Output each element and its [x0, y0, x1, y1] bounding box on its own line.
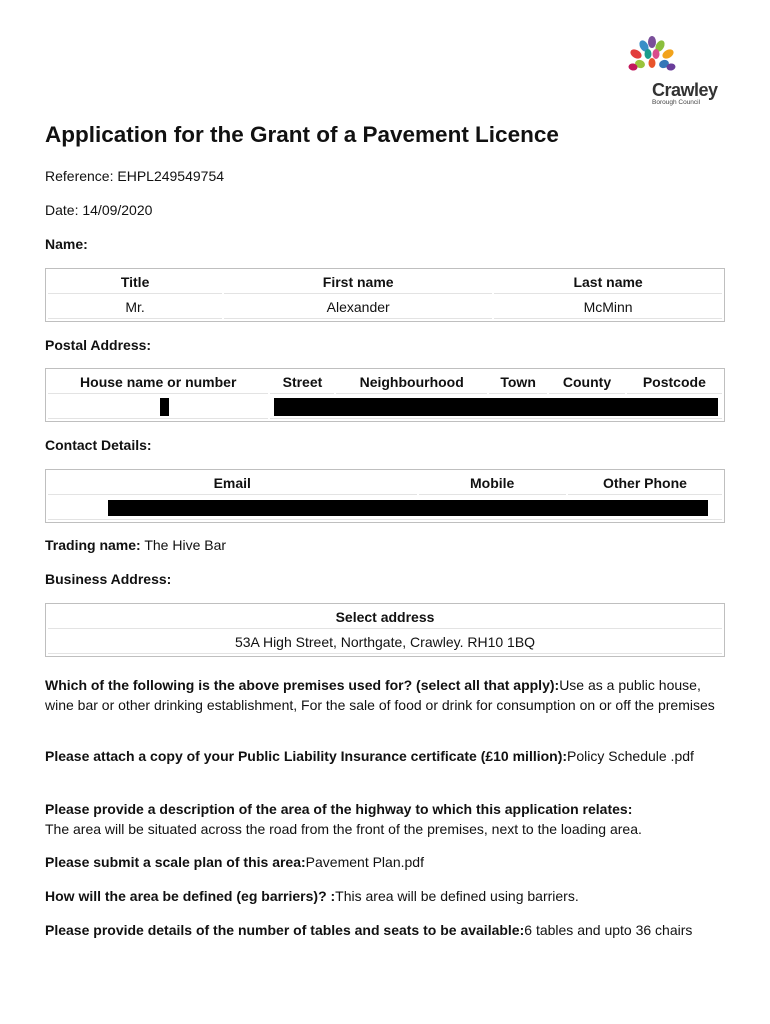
header-first-name: First name: [224, 271, 492, 294]
question-premises-use: [45, 675, 730, 715]
redaction-bar: [274, 398, 718, 416]
question-text: Which of the following is the above premises used for? (select all that apply):: [45, 677, 560, 693]
header-select-address: Select address: [48, 606, 722, 629]
question-insurance: [45, 746, 730, 766]
header-town: Town: [489, 371, 547, 394]
value-house: [48, 396, 268, 419]
header-neighbourhood: Neighbourhood: [336, 371, 487, 394]
answer-text: Policy Schedule .pdf: [567, 748, 694, 764]
answer-text: Use as a public house, wine bar or other drinking establishment, For the sale of food or drink for consumption on or off the premises: [45, 677, 715, 713]
redaction-bar: [160, 398, 169, 416]
name-table: [45, 268, 725, 322]
question-text: Please provide details of the number of tables and seats to be available:: [45, 922, 525, 938]
value-address-rest: [270, 396, 722, 419]
question-scale-plan: [45, 852, 730, 872]
header-title: Title: [48, 271, 222, 294]
header-house: House name or number: [48, 371, 268, 394]
business-table: [45, 603, 725, 657]
answer-text: Pavement Plan.pdf: [305, 854, 424, 870]
question-text: How will the area be defined (eg barriers)? :: [45, 888, 336, 904]
question-text: Please attach a copy of your Public Liability Insurance certificate (£10 million):: [45, 748, 568, 764]
value-last-name: McMinn: [494, 296, 722, 319]
tree-icon: [622, 34, 682, 84]
header-email: Email: [48, 472, 417, 495]
header-street: Street: [270, 371, 334, 394]
question-area-description: [45, 799, 730, 839]
answer-text: 6 tables and upto 36 chairs: [524, 922, 693, 938]
header-postcode: Postcode: [627, 371, 722, 394]
answer-text: This area will be defined using barriers.: [335, 888, 579, 904]
value-title: Mr.: [48, 296, 222, 319]
logo-subtitle: Borough Council: [652, 99, 701, 106]
reference: Reference: EHPL249549754: [45, 168, 225, 184]
answer-text: The area will be situated across the road from the front of the premises, next to the loading area.: [45, 821, 642, 837]
business-label: Business Address:: [45, 571, 172, 587]
header-other-phone: Other Phone: [568, 472, 722, 495]
postal-table: [45, 368, 725, 422]
question-tables-seats: [45, 920, 730, 940]
value-first-name: Alexander: [224, 296, 492, 319]
crawley-logo: [622, 34, 732, 108]
question-text: Please submit a scale plan of this area:: [45, 854, 306, 870]
name-label: Name:: [45, 236, 88, 252]
redaction-bar: [108, 500, 708, 516]
page-title: Application for the Grant of a Pavement Licence: [45, 122, 559, 147]
question-text: Please provide a description of the area of the highway to which this application relates:: [45, 801, 633, 817]
contact-values: [48, 497, 722, 520]
contact-label: Contact Details:: [45, 437, 152, 453]
header-county: County: [549, 371, 624, 394]
date: Date: 14/09/2020: [45, 202, 153, 218]
logo-wordmark: Crawley: [652, 80, 718, 100]
business-address-value: 53A High Street, Northgate, Crawley. RH10 1BQ: [48, 631, 722, 654]
trading-value: The Hive Bar: [144, 537, 227, 553]
header-mobile: Mobile: [419, 472, 566, 495]
contact-table: [45, 469, 725, 523]
trading-label: Trading name:: [45, 537, 141, 553]
trading-name: [45, 537, 226, 553]
question-barriers: [45, 886, 730, 906]
postal-label: Postal Address:: [45, 337, 152, 353]
header-last-name: Last name: [494, 271, 722, 294]
